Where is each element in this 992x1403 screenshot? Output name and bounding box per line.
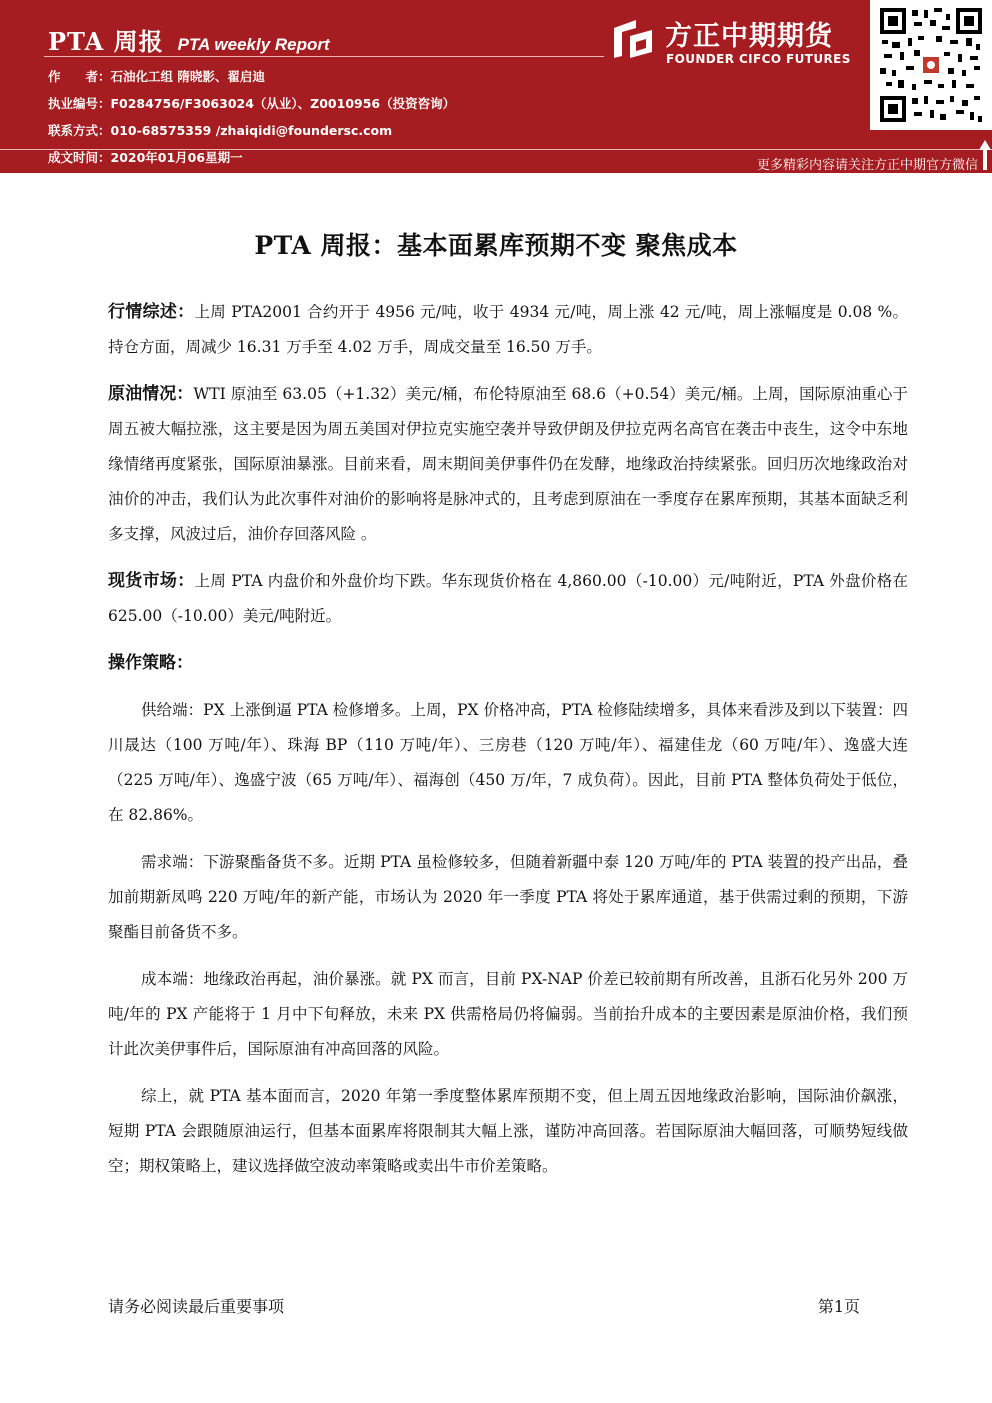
spot-market-paragraph	[108, 564, 908, 634]
meta-contact: 联系方式：010-68575359 /zhaiqidi@foundersc.com	[48, 123, 393, 138]
qr-code-icon	[878, 6, 984, 124]
logo-text-cn: 方正中期期货	[665, 21, 833, 52]
brand-row	[48, 22, 330, 57]
brand-title-cn: PTA 周报	[48, 27, 164, 56]
market-overview-text: 上周 PTA2001 合约开于 4956 元/吨，收于 4934 元/吨，周上涨 42 元/吨，周上涨幅度是 0.08 %。持仓方面，周减少 16.31 万手至 4.02 万手，周成交量至 16.50 万手。	[108, 303, 909, 356]
author-meta	[48, 63, 455, 171]
logo-text-en: FOUNDER CIFCO FUTURES	[666, 52, 851, 66]
page-footer	[108, 1294, 860, 1317]
market-overview-paragraph	[108, 295, 908, 365]
brand-title-en: PTA weekly Report	[177, 35, 330, 54]
summary-paragraph: 综上，就 PTA 基本面而言，2020 年第一季度整体累库预期不变，但上周五因地缘政治影响，国际油价飙涨，短期 PTA 会跟随原油运行，但基本面累库将限制其大幅上涨，谨防冲高回落。若国际原油大幅回落，可顺势短线做空；期权策略上，建议选择做空波动率策略或卖出牛市价差策略。	[108, 1087, 908, 1175]
meta-license: 执业编号：F0284756/F3063024（从业）、Z0010956（投资咨询）	[48, 96, 456, 111]
report-header	[0, 0, 992, 173]
crude-oil-text: WTI 原油至 63.05（+1.32）美元/桶，布伦特原油至 68.6（+0.54）美元/桶。上周，国际原油重心于周五被大幅拉涨，这主要是因为周五美国对伊拉克实施空袭并导致伊朗及伊拉克两名高官在袭击中丧生，这令中东地缘情绪再度紧张，国际原油暴涨。目前来看，周末期间美伊事件仍在发酵，地缘政治持续紧张。回归历次地缘政治对油价的冲击，我们认为此次事件对油价的影响将是脉冲式的，且考虑到原油在一季度存在累库预期，其基本面缺乏利多支撑，风波过后，油价存回落风险 。	[108, 385, 908, 543]
page-number: 第1页	[817, 1297, 860, 1316]
report-title: PTA 周报：基本面累库预期不变 聚焦成本	[254, 231, 738, 260]
footer-notice: 请务必阅读最后重要事项	[108, 1297, 285, 1316]
demand-paragraph: 需求端：下游聚酯备货不多。近期 PTA 虽检修较多，但随着新疆中泰 120 万吨/年的 PTA 装置的投产出品，叠加前期新凤鸣 220 万吨/年的新产能，市场认为 2020 年一季度 PTA 将处于累库通道，基于供需过剩的预期，下游聚酯目前备货不多。	[108, 853, 908, 941]
follow-wechat-text: 更多精彩内容请关注方正中期官方微信	[756, 158, 978, 173]
cost-paragraph: 成本端：地缘政治再起，油价暴涨。就 PX 而言，目前 PX-NAP 价差已较前期有所改善，且浙石化另外 200 万吨/年的 PX 产能将于 1 月中下旬释放，未来 PX 供需格局仍将偏弱。当前抬升成本的主要因素是原油价格，我们预计此次美伊事件后，国际原油有冲高回落的风险。	[108, 970, 908, 1058]
crude-oil-label: 原油情况：	[108, 384, 194, 404]
header-bottom-divider	[0, 149, 992, 150]
wechat-qr-code	[870, 0, 992, 130]
founder-logo-icon	[610, 16, 656, 62]
crude-oil-paragraph	[108, 377, 908, 552]
arrow-up-icon	[978, 138, 992, 172]
strategy-heading: 操作策略：	[108, 653, 193, 673]
meta-author: 作 者：石油化工组 隋晓影、翟启迪	[48, 69, 265, 84]
meta-date: 成文时间：2020年01月06星期一	[48, 150, 243, 165]
market-overview-label: 行情综述：	[108, 302, 195, 322]
report-body	[108, 295, 908, 1196]
spot-market-text: 上周 PTA 内盘价和外盘价均下跌。华东现货价格在 4,860.00（-10.00）元/吨附近，PTA 外盘价格在 625.00（-10.00）美元/吨附近。	[108, 572, 909, 625]
header-divider	[44, 56, 604, 57]
supply-paragraph: 供给端：PX 上涨倒逼 PTA 检修增多。上周，PX 价格冲高，PTA 检修陆续增多，具体来看涉及到以下装置：四川晟达（100 万吨/年）、珠海 BP（110 万吨/年）、三房巷（120 万吨/年）、福建佳龙（60 万吨/年）、逸盛大连（225 万吨/年）、逸盛宁波（65 万吨/年）、福海创（450 万/年，7 成负荷）。因此，目前 PTA 整体负荷处于低位，在 82.86%。	[108, 701, 908, 824]
company-logo	[610, 14, 862, 70]
spot-market-label: 现货市场：	[108, 571, 195, 591]
